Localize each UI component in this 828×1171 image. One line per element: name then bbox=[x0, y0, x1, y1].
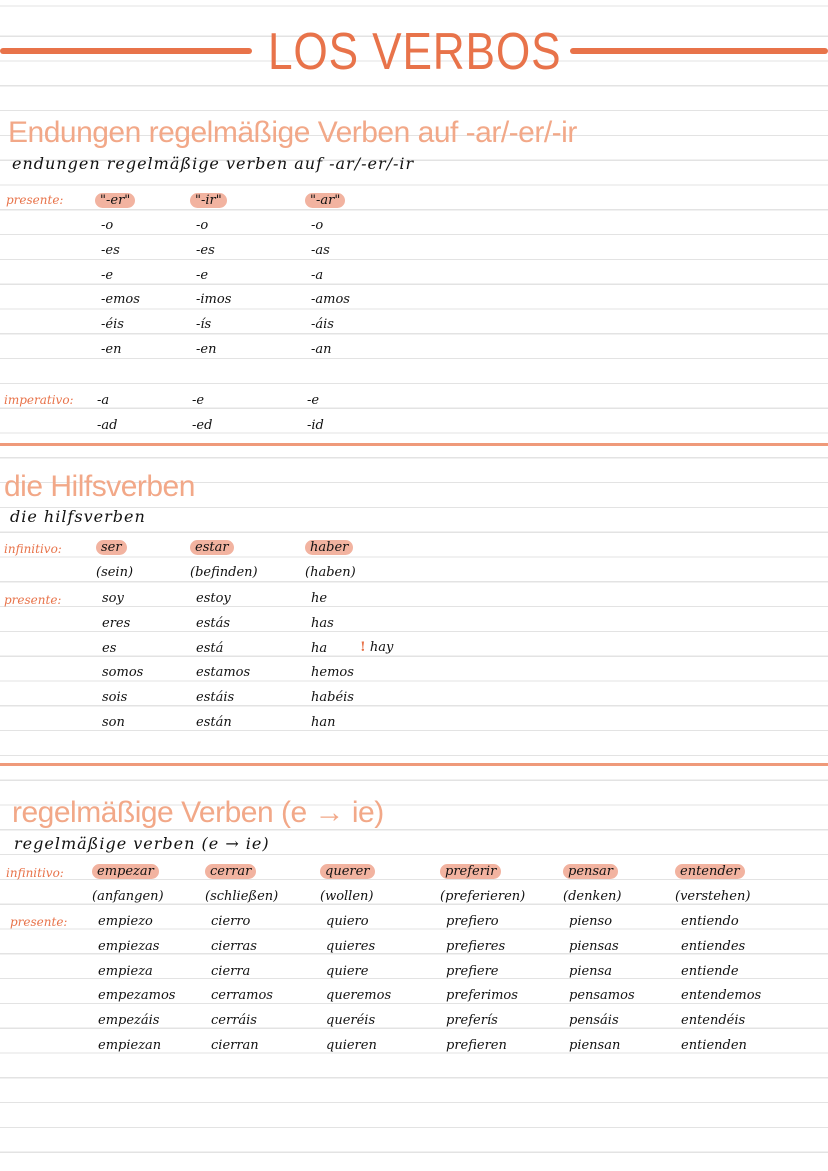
conjugation-cell bbox=[326, 914, 369, 929]
section-heading-handwritten: endungen regelmäßige verben auf -ar/-er/-ir bbox=[12, 154, 415, 173]
conjugation: empezáis bbox=[98, 1013, 160, 1029]
conjugation: estoy bbox=[196, 591, 231, 606]
conjugation-cell bbox=[98, 1013, 159, 1028]
conjugation-cell bbox=[196, 641, 223, 656]
conjugation-cell bbox=[211, 988, 273, 1003]
conjugation-cell bbox=[98, 964, 153, 979]
section-heading: die Hilfsverben bbox=[4, 470, 195, 503]
column-header-cell bbox=[563, 864, 618, 879]
imperative-ending: -ad bbox=[97, 417, 118, 433]
conjugation-cell bbox=[211, 964, 250, 979]
conjugation-cell bbox=[681, 964, 739, 979]
column-header: cerrar bbox=[205, 864, 256, 879]
conjugation-cell bbox=[311, 715, 336, 730]
imperative-ending-cell bbox=[192, 393, 204, 408]
page-title: LOS VERBOS bbox=[268, 23, 562, 81]
label-imperativo: imperativo: bbox=[4, 393, 74, 407]
conjugation-cell bbox=[211, 939, 257, 954]
translation: (befinden) bbox=[190, 565, 258, 580]
conjugation: están bbox=[196, 715, 232, 730]
imperative-ending-cell bbox=[307, 418, 324, 433]
conjugation-cell bbox=[102, 616, 130, 631]
column-header-cell bbox=[305, 540, 353, 555]
section-divider bbox=[0, 443, 828, 446]
translation-cell bbox=[320, 889, 373, 904]
label-infinitivo: infinitivo: bbox=[4, 542, 62, 556]
conjugation: quieren bbox=[326, 1038, 377, 1053]
label-infinitivo: infinitivo: bbox=[6, 866, 64, 880]
imperative-ending: -e bbox=[307, 393, 320, 408]
conjugation-cell bbox=[681, 1013, 745, 1028]
conjugation: -en bbox=[196, 342, 217, 357]
conjugation-cell bbox=[326, 964, 368, 979]
label-presente: presente: bbox=[10, 915, 68, 929]
conjugation: está bbox=[196, 640, 224, 656]
conjugation: cierran bbox=[211, 1038, 259, 1053]
conjugation-cell bbox=[211, 1013, 257, 1028]
conjugation: queremos bbox=[326, 988, 392, 1004]
column-header: ser bbox=[96, 540, 127, 555]
conjugation: entiende bbox=[681, 963, 739, 979]
conjugation-cell bbox=[98, 939, 159, 954]
conjugation: -emos bbox=[101, 292, 140, 308]
conjugation: quieres bbox=[326, 938, 376, 954]
conjugation-cell bbox=[196, 665, 250, 680]
conjugation-cell bbox=[311, 218, 323, 233]
conjugation-cell bbox=[211, 1038, 259, 1053]
column-header-cell bbox=[305, 193, 345, 208]
conjugation: -ís bbox=[196, 317, 212, 333]
conjugation-cell bbox=[101, 243, 120, 258]
conjugation: entienden bbox=[681, 1038, 747, 1053]
conjugation-cell bbox=[102, 665, 143, 680]
conjugation: pienso bbox=[569, 914, 613, 929]
conjugation: entendéis bbox=[681, 1013, 746, 1029]
conjugation: cerráis bbox=[211, 1013, 257, 1029]
conjugation: -a bbox=[311, 267, 324, 283]
translation: (verstehen) bbox=[675, 889, 751, 904]
translation: (anfangen) bbox=[92, 889, 164, 904]
note-text: hay bbox=[369, 640, 394, 655]
conjugation: entendemos bbox=[681, 988, 762, 1004]
conjugation-cell bbox=[101, 342, 121, 357]
conjugation-cell bbox=[311, 616, 334, 631]
column-header: "-ar" bbox=[305, 193, 345, 208]
conjugation: entiendes bbox=[681, 938, 746, 954]
conjugation-cell bbox=[196, 243, 215, 258]
conjugation: -an bbox=[311, 342, 332, 357]
conjugation: habéis bbox=[311, 690, 354, 706]
label-presente: presente: bbox=[6, 193, 64, 207]
label-presente: presente: bbox=[4, 593, 62, 607]
conjugation: hemos bbox=[311, 665, 354, 681]
conjugation: queréis bbox=[326, 1013, 376, 1029]
conjugation-cell bbox=[311, 243, 330, 258]
imperative-ending-cell bbox=[192, 418, 212, 433]
column-header-cell bbox=[96, 540, 127, 555]
title-rule-right bbox=[570, 48, 828, 54]
conjugation: -éis bbox=[101, 317, 124, 333]
conjugation-cell bbox=[569, 939, 619, 954]
imperative-ending: -e bbox=[192, 393, 205, 408]
column-header-cell bbox=[675, 864, 745, 879]
conjugation: prefiere bbox=[446, 963, 499, 979]
conjugation: prefieres bbox=[446, 938, 506, 954]
conjugation: -e bbox=[101, 267, 114, 283]
translation-cell bbox=[563, 889, 621, 904]
conjugation: empezamos bbox=[98, 988, 176, 1004]
conjugation-cell bbox=[569, 914, 612, 929]
column-header-cell bbox=[190, 193, 227, 208]
column-header: pensar bbox=[563, 864, 618, 879]
conjugation-cell bbox=[196, 268, 208, 283]
conjugation-cell bbox=[681, 914, 739, 929]
section-heading-handwritten: regelmäßige verben (e → ie) bbox=[14, 834, 270, 853]
conjugation-cell bbox=[569, 1013, 619, 1028]
imperative-ending-cell bbox=[97, 393, 109, 408]
conjugation-cell bbox=[196, 690, 234, 705]
conjugation: eres bbox=[102, 615, 131, 631]
column-header-cell bbox=[92, 864, 159, 879]
conjugation-cell bbox=[311, 292, 350, 307]
conjugation: -en bbox=[101, 342, 122, 357]
column-header: estar bbox=[190, 540, 234, 555]
translation-cell bbox=[305, 565, 356, 580]
translation: (haben) bbox=[305, 565, 356, 580]
translation-cell bbox=[675, 889, 750, 904]
conjugation-cell bbox=[101, 268, 113, 283]
column-header-cell bbox=[190, 540, 234, 555]
conjugation-cell bbox=[569, 964, 612, 979]
conjugation: ha bbox=[311, 640, 328, 656]
conjugation: -o bbox=[196, 218, 209, 233]
note-hay bbox=[360, 640, 393, 655]
conjugation: pensamos bbox=[569, 988, 635, 1004]
conjugation: han bbox=[311, 715, 336, 730]
conjugation-cell bbox=[446, 939, 505, 954]
conjugation: estamos bbox=[196, 665, 251, 681]
imperative-ending-cell bbox=[307, 393, 319, 408]
conjugation-cell bbox=[101, 218, 113, 233]
translation-cell bbox=[92, 889, 164, 904]
conjugation-cell bbox=[102, 715, 125, 730]
conjugation-cell bbox=[311, 342, 332, 357]
conjugation-cell bbox=[196, 317, 211, 332]
translation: (preferieren) bbox=[440, 889, 526, 904]
conjugation-cell bbox=[211, 914, 250, 929]
conjugation: prefiero bbox=[446, 914, 499, 929]
imperative-ending-cell bbox=[97, 418, 117, 433]
conjugation: he bbox=[311, 591, 328, 606]
conjugation-cell bbox=[196, 342, 216, 357]
translation-cell bbox=[96, 565, 133, 580]
conjugation-cell bbox=[101, 292, 140, 307]
conjugation: somos bbox=[102, 665, 144, 681]
conjugation: entiendo bbox=[681, 914, 739, 929]
conjugation-cell bbox=[446, 988, 518, 1003]
conjugation-cell bbox=[98, 1038, 161, 1053]
conjugation-cell bbox=[311, 591, 327, 606]
conjugation: empieza bbox=[98, 963, 153, 979]
section-heading: Endungen regelmäßige Verben auf -ar/-er/-ir bbox=[8, 116, 577, 149]
conjugation-cell bbox=[569, 1038, 620, 1053]
conjugation-cell bbox=[446, 1038, 507, 1053]
conjugation: piensan bbox=[569, 1038, 621, 1053]
conjugation: -as bbox=[311, 242, 330, 258]
conjugation: pensáis bbox=[569, 1013, 619, 1029]
conjugation: son bbox=[102, 715, 125, 730]
imperative-ending: -a bbox=[97, 393, 110, 408]
column-header: querer bbox=[320, 864, 375, 879]
conjugation-cell bbox=[326, 1038, 377, 1053]
conjugation-cell bbox=[196, 616, 230, 631]
title-rule-left bbox=[0, 48, 252, 54]
conjugation: prefieren bbox=[446, 1038, 507, 1053]
conjugation: preferís bbox=[446, 1013, 498, 1029]
conjugation: cierras bbox=[211, 938, 257, 954]
imperative-ending: -ed bbox=[192, 417, 213, 433]
conjugation: es bbox=[102, 640, 117, 656]
conjugation-cell bbox=[311, 641, 327, 656]
conjugation: empiezan bbox=[98, 1038, 162, 1053]
conjugation-cell bbox=[196, 292, 231, 307]
translation: (wollen) bbox=[320, 889, 374, 904]
conjugation-cell bbox=[101, 317, 124, 332]
conjugation: -amos bbox=[311, 292, 350, 308]
conjugation: empiezas bbox=[98, 938, 160, 954]
conjugation-cell bbox=[196, 591, 231, 606]
section-heading: regelmäßige Verben (e → ie) bbox=[12, 796, 384, 829]
conjugation: -o bbox=[101, 218, 114, 233]
conjugation-cell bbox=[311, 268, 323, 283]
conjugation-cell bbox=[326, 988, 391, 1003]
conjugation-cell bbox=[446, 964, 499, 979]
conjugation-cell bbox=[446, 1013, 498, 1028]
conjugation-cell bbox=[98, 988, 175, 1003]
conjugation: empiezo bbox=[98, 914, 153, 929]
translation: (schließen) bbox=[205, 889, 279, 904]
column-header: "-ir" bbox=[190, 193, 227, 208]
conjugation-cell bbox=[681, 939, 745, 954]
exclamation-mark: ! bbox=[360, 640, 366, 655]
translation: (denken) bbox=[563, 889, 622, 904]
translation-cell bbox=[190, 565, 258, 580]
translation: (sein) bbox=[96, 565, 134, 580]
conjugation: -es bbox=[101, 242, 120, 258]
conjugation-cell bbox=[102, 591, 124, 606]
column-header: haber bbox=[305, 540, 353, 555]
conjugation: quiero bbox=[326, 914, 369, 929]
column-header: empezar bbox=[92, 864, 159, 879]
conjugation: sois bbox=[102, 690, 128, 706]
column-header: entender bbox=[675, 864, 745, 879]
section-divider bbox=[0, 763, 828, 766]
translation-cell bbox=[440, 889, 525, 904]
conjugation-cell bbox=[311, 317, 334, 332]
conjugation: soy bbox=[102, 591, 124, 606]
conjugation-cell bbox=[681, 1038, 747, 1053]
conjugation-cell bbox=[102, 690, 127, 705]
imperative-ending: -id bbox=[307, 417, 324, 433]
conjugation: piensas bbox=[569, 938, 619, 954]
column-header-cell bbox=[205, 864, 256, 879]
conjugation-cell bbox=[98, 914, 153, 929]
column-header: "-er" bbox=[95, 193, 135, 208]
conjugation: piensa bbox=[569, 963, 612, 979]
column-header-cell bbox=[440, 864, 501, 879]
conjugation: cierra bbox=[211, 963, 251, 979]
conjugation: cerramos bbox=[211, 988, 273, 1004]
column-header: preferir bbox=[440, 864, 501, 879]
translation-cell bbox=[205, 889, 278, 904]
conjugation: estáis bbox=[196, 690, 235, 706]
conjugation: -áis bbox=[311, 317, 334, 333]
conjugation: quiere bbox=[326, 963, 369, 979]
conjugation: estás bbox=[196, 615, 231, 631]
conjugation-cell bbox=[311, 665, 354, 680]
column-header-cell bbox=[320, 864, 375, 879]
conjugation: -es bbox=[196, 242, 215, 258]
conjugation-cell bbox=[446, 914, 499, 929]
conjugation-cell bbox=[311, 690, 354, 705]
conjugation-cell bbox=[102, 641, 116, 656]
conjugation: -imos bbox=[196, 292, 232, 308]
conjugation: -o bbox=[311, 218, 324, 233]
conjugation-cell bbox=[326, 1013, 375, 1028]
conjugation: has bbox=[311, 615, 334, 631]
conjugation-cell bbox=[681, 988, 761, 1003]
conjugation-cell bbox=[196, 715, 232, 730]
conjugation: -e bbox=[196, 267, 209, 283]
conjugation: preferimos bbox=[446, 988, 518, 1004]
section-heading-handwritten: die hilfsverben bbox=[10, 507, 146, 526]
conjugation-cell bbox=[196, 218, 208, 233]
column-header-cell bbox=[95, 193, 135, 208]
conjugation: cierro bbox=[211, 914, 251, 929]
conjugation-cell bbox=[326, 939, 375, 954]
conjugation-cell bbox=[569, 988, 635, 1003]
